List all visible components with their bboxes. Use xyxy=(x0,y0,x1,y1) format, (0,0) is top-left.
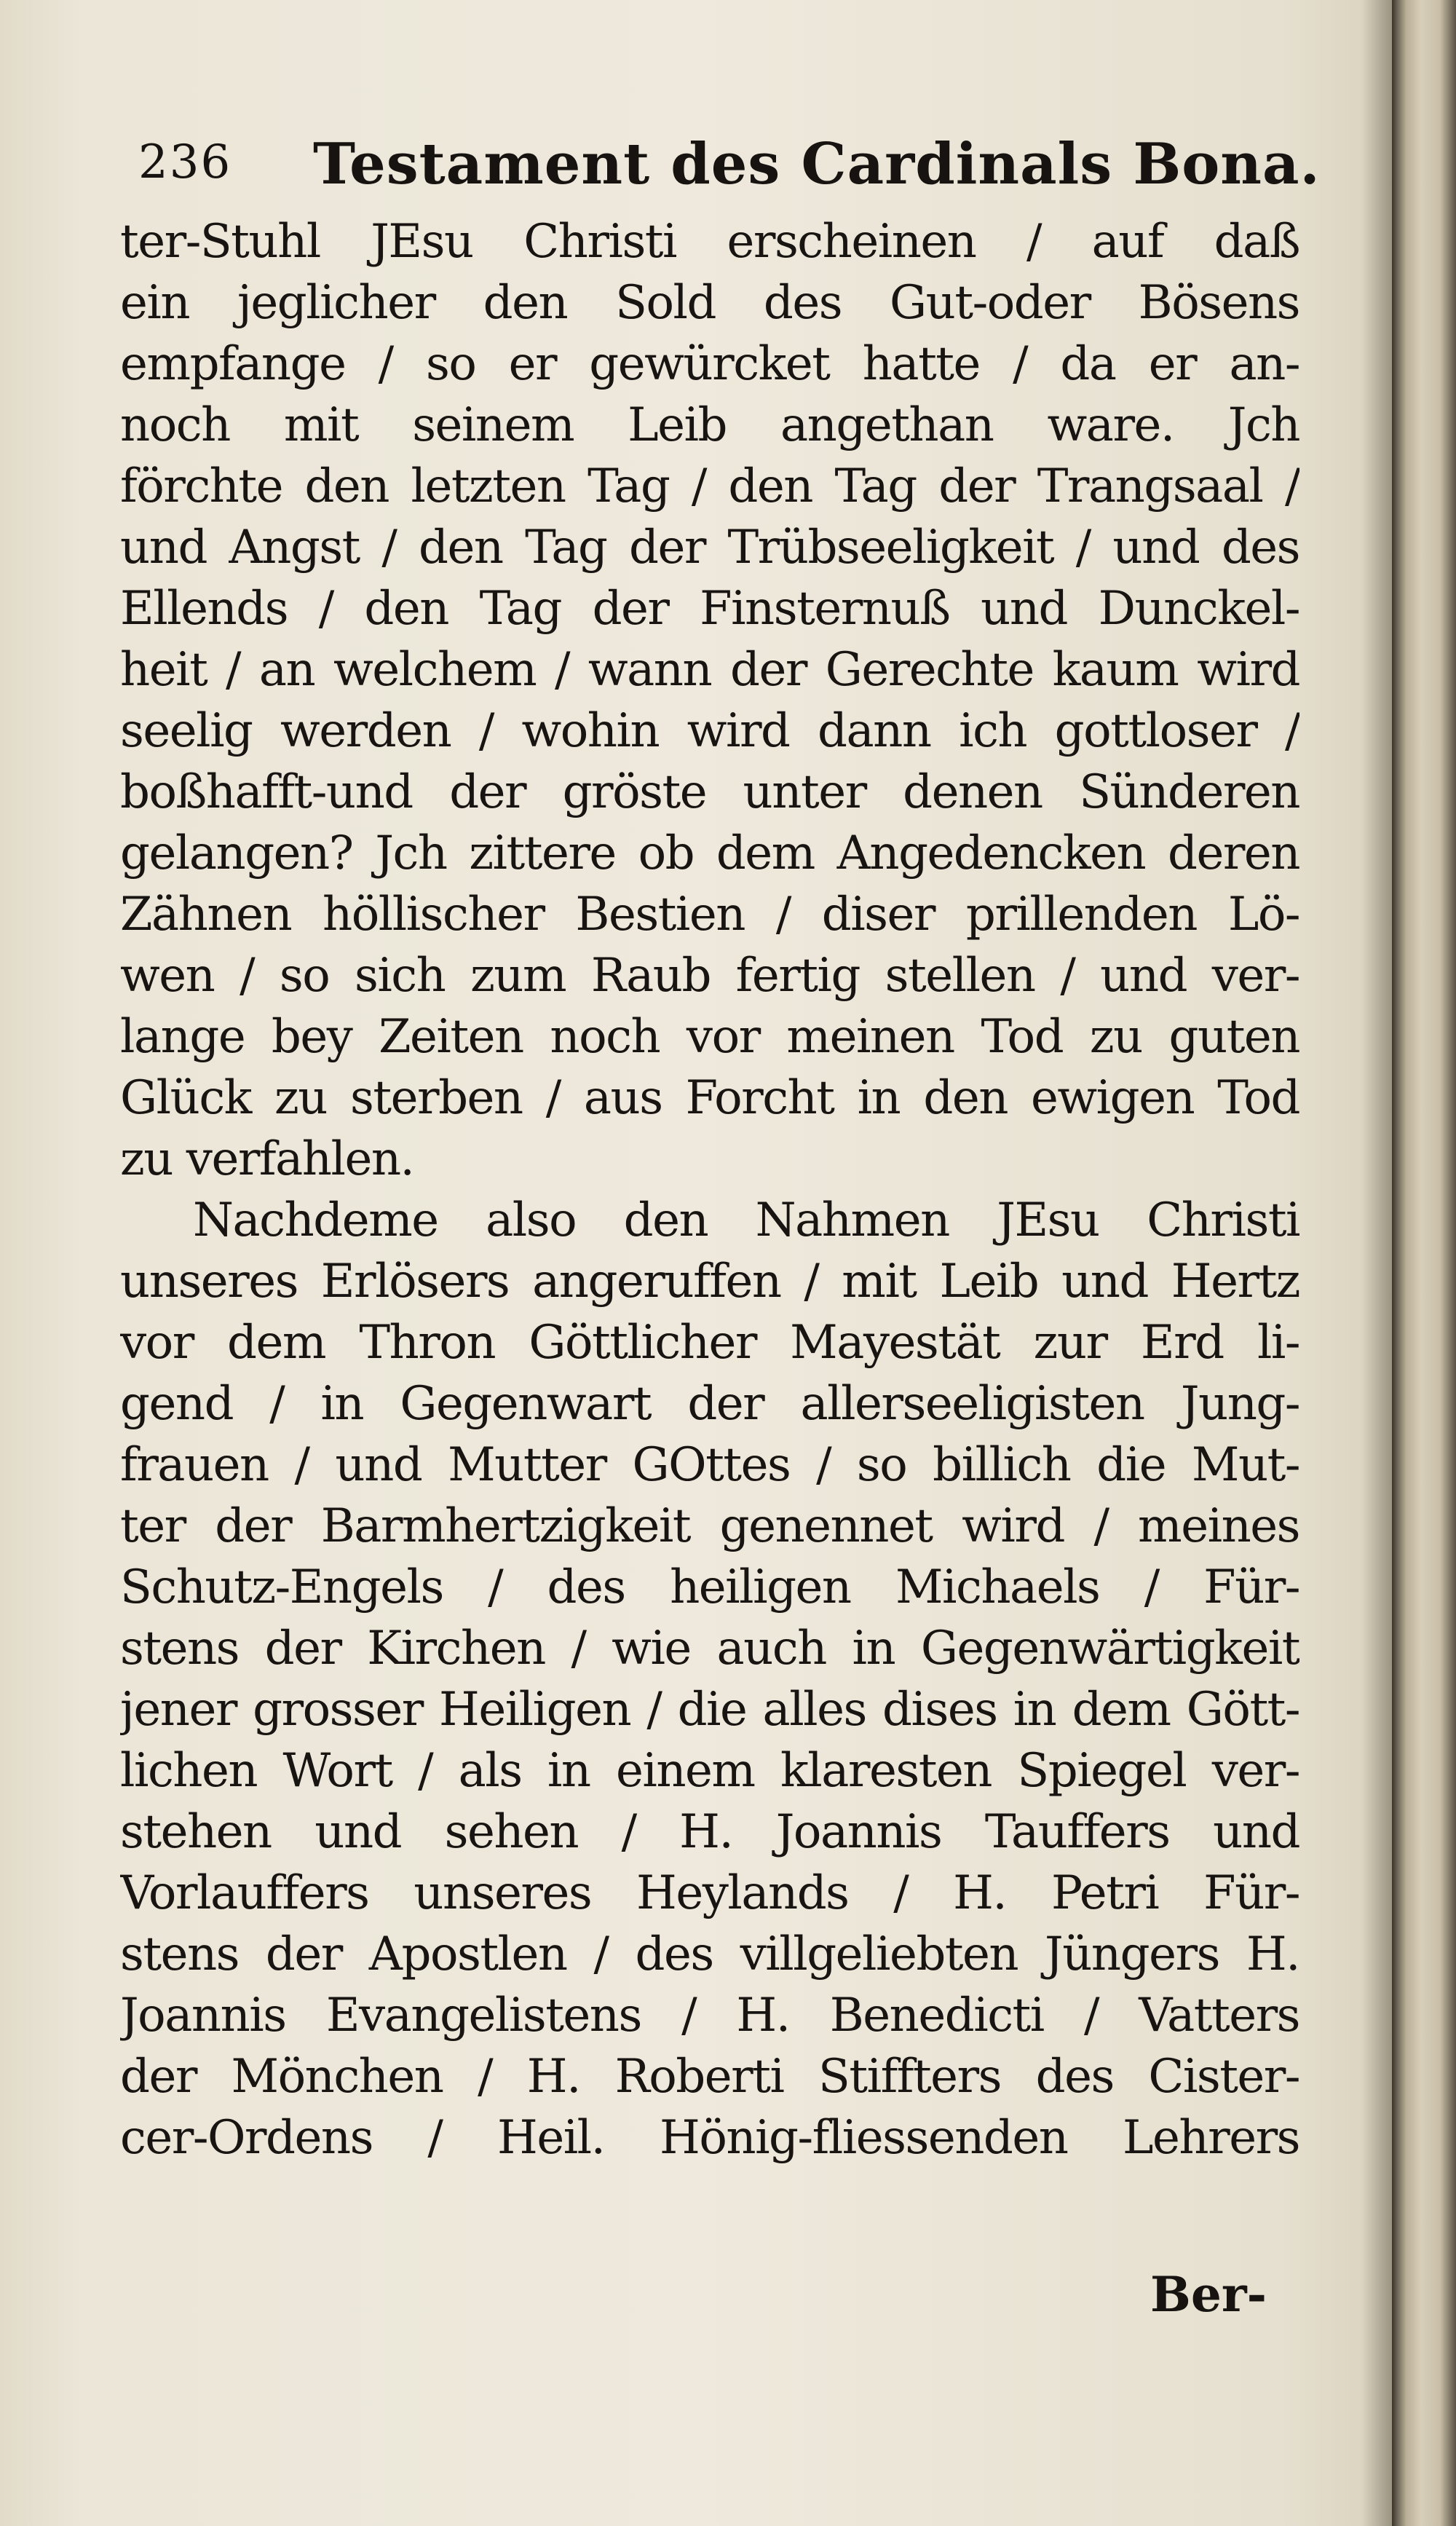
text-line: zu verfahlen. xyxy=(120,1132,414,1186)
page-number: 236 xyxy=(138,135,232,189)
text-line: stens der Kirchen / wie auch in Gegenwärtigkeit xyxy=(120,1622,1299,1676)
running-title: Testament des Cardinals Bona. xyxy=(313,131,1321,197)
catchword: Ber- xyxy=(1150,2266,1267,2323)
text-line: und Angst / den Tag der Trübseeligkeit / und des xyxy=(120,521,1299,575)
text-line: Schutz-Engels / des heiligen Michaels / Für- xyxy=(120,1560,1299,1614)
running-header xyxy=(138,131,1321,211)
text-line: lichen Wort / als in einem klaresten Spiegel ver- xyxy=(120,1744,1299,1798)
text-line: empfange / so er gewürcket hatte / da er an- xyxy=(120,337,1299,391)
body-text xyxy=(120,211,1299,2168)
text-line: vor dem Thron Göttlicher Mayestät zur Erd li- xyxy=(120,1316,1299,1370)
text-line: seelig werden / wohin wird dann ich gottloser / xyxy=(120,704,1299,758)
text-line: cer-Ordens / Heil. Hönig-fliessenden Lehrers xyxy=(120,2111,1299,2165)
text-line: ein jeglicher den Sold des Gut-oder Bösens xyxy=(120,276,1299,330)
text-line: gelangen? Jch zittere ob dem Angedencken deren xyxy=(120,826,1299,880)
text-line: gend / in Gegenwart der allerseeligisten Jung- xyxy=(120,1377,1299,1431)
text-line: Nachdeme also den Nahmen JEsu Christi xyxy=(193,1193,1299,1247)
text-line: ter der Barmhertzigkeit genennet wird / meines xyxy=(120,1499,1299,1553)
text-line: heit / an welchem / wann der Gerechte kaum wird xyxy=(120,643,1299,697)
text-line: Joannis Evangelistens / H. Benedicti / Vatters xyxy=(120,1989,1299,2042)
text-line: lange bey Zeiten noch vor meinen Tod zu guten xyxy=(120,1010,1299,1064)
text-line: Glück zu sterben / aus Forcht in den ewigen Tod xyxy=(120,1071,1299,1125)
text-line: jener grosser Heiligen / die alles dises in dem Gött- xyxy=(120,1683,1299,1737)
text-line: wen / so sich zum Raub fertig stellen / und ver- xyxy=(120,949,1299,1003)
book-spine-edge xyxy=(1392,0,1456,2526)
text-line: stens der Apostlen / des villgeliebten Jüngers H. xyxy=(120,1927,1299,1981)
text-line: unseres Erlösers angeruffen / mit Leib und Hertz xyxy=(120,1255,1299,1309)
text-line: förchte den letzten Tag / den Tag der Trangsaal / xyxy=(120,459,1299,513)
text-line: der Mönchen / H. Roberti Stiffters des Cister- xyxy=(120,2050,1299,2104)
text-line: frauen / und Mutter GOttes / so billich die Mut- xyxy=(120,1438,1299,1492)
text-line: stehen und sehen / H. Joannis Tauffers und xyxy=(120,1805,1299,1859)
text-line: noch mit seinem Leib angethan ware. Jch xyxy=(120,398,1299,452)
text-line: boßhafft-und der gröste unter denen Sünderen xyxy=(120,765,1299,819)
text-line: Zähnen höllischer Bestien / diser prillenden Lö- xyxy=(120,888,1299,942)
text-line: Ellends / den Tag der Finsternuß und Dunckel- xyxy=(120,582,1299,636)
text-line: Vorlauffers unseres Heylands / H. Petri Für- xyxy=(120,1866,1299,1920)
text-line: ter-Stuhl JEsu Christi erscheinen / auf daß xyxy=(120,215,1299,269)
